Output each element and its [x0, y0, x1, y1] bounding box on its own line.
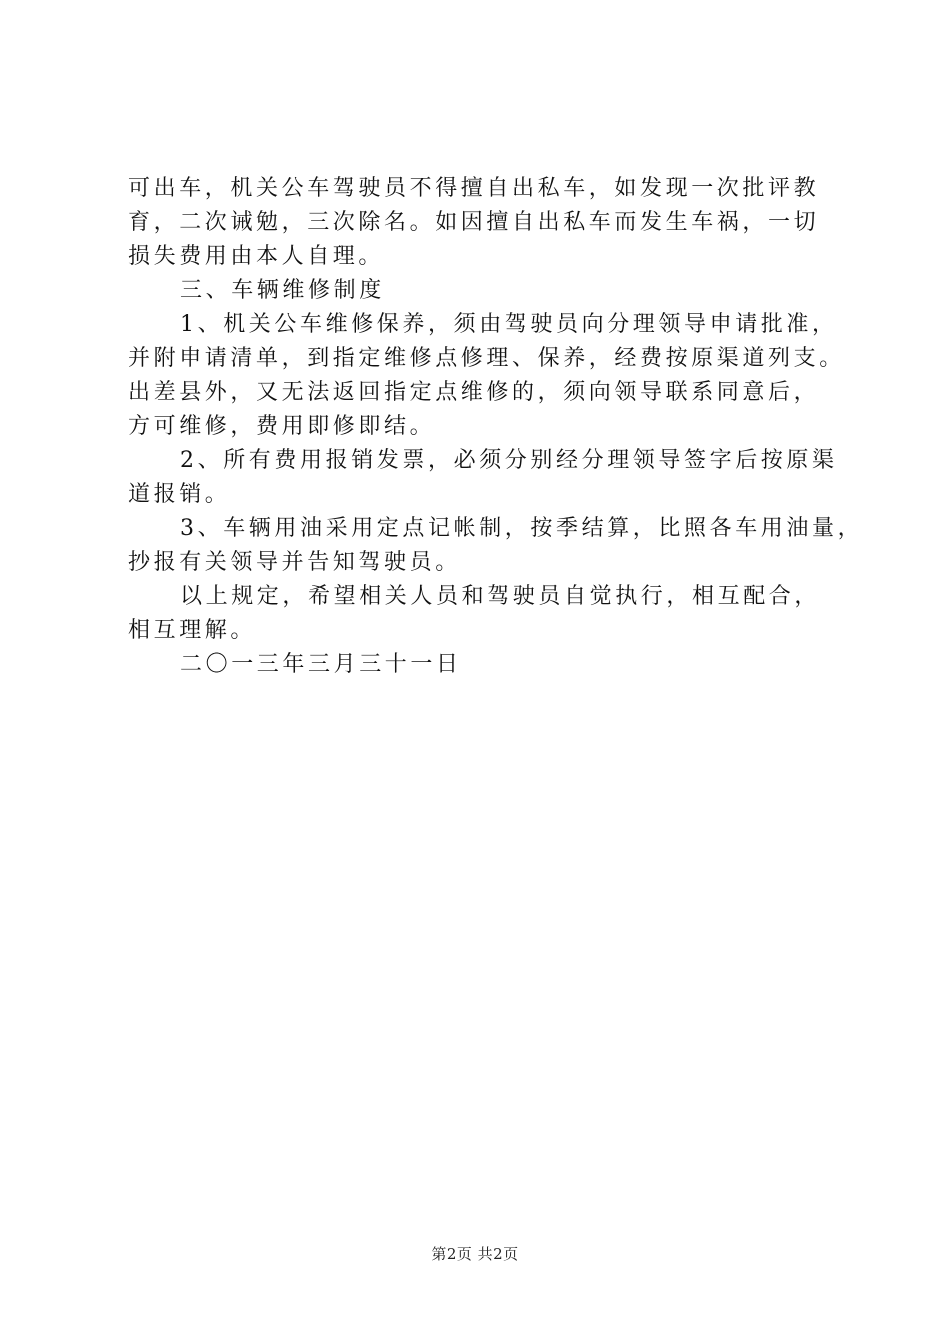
body-line-1: 可出车，机关公车驾驶员不得擅自出私车，如发现一次批评教: [128, 176, 820, 201]
body-line-3: 损失费用由本人自理。: [128, 244, 385, 269]
body-line-13: 以上规定，希望相关人员和驾驶员自觉执行，相互配合，: [180, 584, 821, 609]
body-line-5: 1、机关公车维修保养，须由驾驶员向分理领导申请批准，: [180, 312, 838, 337]
body-line-2: 育，二次诫勉，三次除名。如因擅自出私车而发生车祸，一切: [128, 210, 820, 235]
section-heading-vehicle-maintenance: 三、车辆维修制度: [180, 278, 385, 303]
document-date: 二〇一三年三月三十一日: [180, 652, 462, 677]
body-line-10: 道报销。: [128, 482, 231, 507]
page-number-footer: 第2页 共2页: [431, 1245, 519, 1263]
body-line-7: 出差县外，又无法返回指定点维修的，须向领导联系同意后，: [128, 380, 820, 405]
body-line-12: 抄报有关领导并告知驾驶员。: [128, 550, 461, 575]
document-body: [128, 172, 864, 682]
body-line-11: 3、车辆用油采用定点记帐制，按季结算，比照各车用油量，: [180, 516, 864, 541]
body-line-6: 并附申请清单，到指定维修点修理、保养，经费按原渠道列支。: [128, 346, 845, 371]
body-line-9: 2、所有费用报销发票，必须分别经分理领导签字后按原渠: [180, 448, 838, 473]
body-line-14: 相互理解。: [128, 618, 257, 643]
body-line-8: 方可维修，费用即修即结。: [128, 414, 436, 439]
